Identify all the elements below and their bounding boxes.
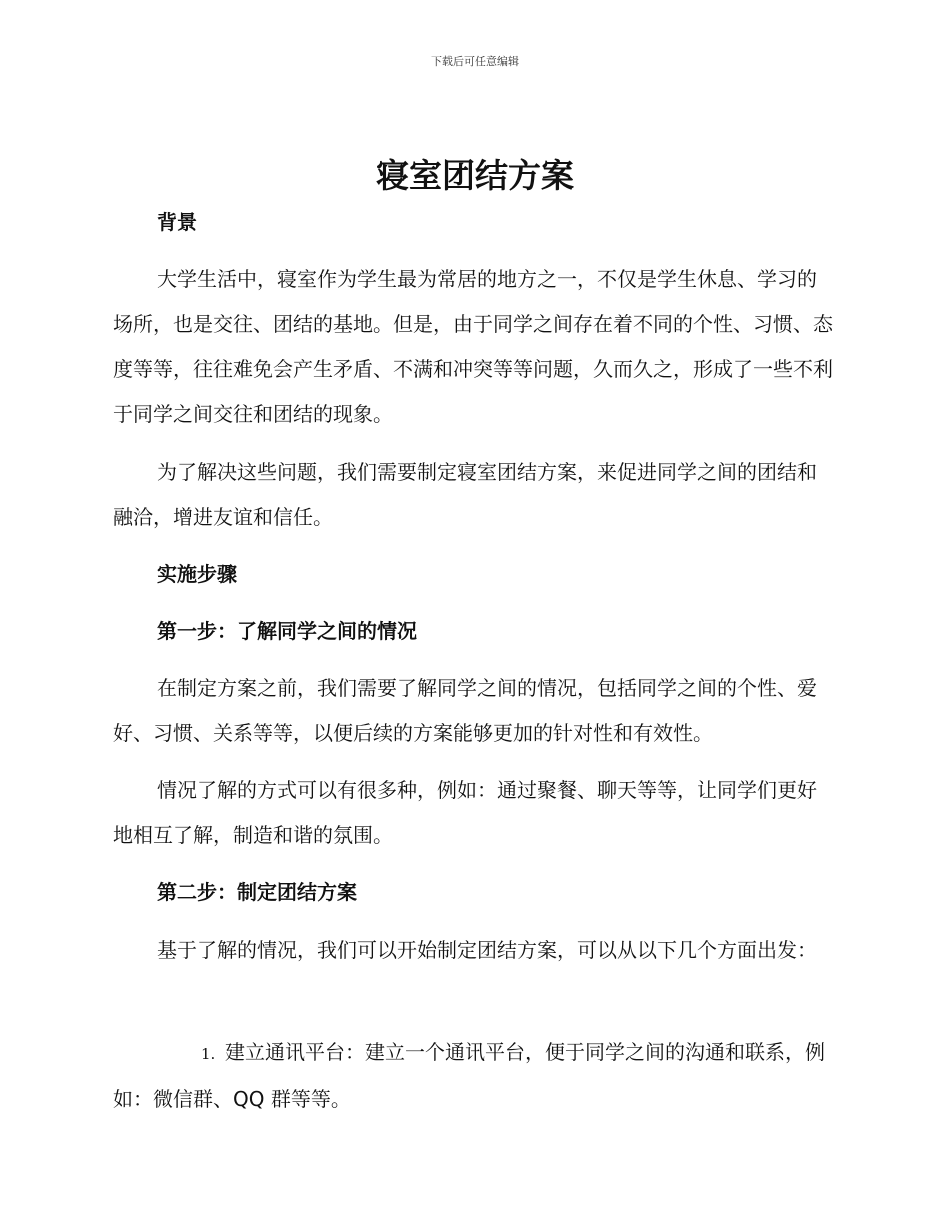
list-item-1 <box>113 1030 833 1122</box>
list-item-text: 建立通讯平台：建立一个通讯平台，便于同学之间的沟通和联系，例如：微信群、QQ 群等等。 <box>113 1040 825 1111</box>
paragraph-step1-2: 情况了解的方式可以有很多种，例如：通过聚餐、聊天等等，让同学们更好地相互了解，制造和谐的氛围。 <box>113 778 817 847</box>
section-heading-background: 背景 <box>157 210 197 234</box>
step1-heading: 第一步：了解同学之间的情况 <box>157 619 417 643</box>
paragraph-background-2: 为了解决这些问题，我们需要制定寝室团结方案，来促进同学之间的团结和融洽，增进友谊和信任。 <box>113 460 817 529</box>
header-note: 下载后可任意编辑 <box>431 55 519 68</box>
paragraph-step2-1: 基于了解的情况，我们可以开始制定团结方案，可以从以下几个方面出发： <box>157 938 817 962</box>
paragraph-step1-1: 在制定方案之前，我们需要了解同学之间的情况，包括同学之间的个性、爱好、习惯、关系等等，以便后续的方案能够更加的针对性和有效性。 <box>113 676 817 745</box>
paragraph-background-1: 大学生活中，寝室作为学生最为常居的地方之一，不仅是学生休息、学习的场所，也是交往、团结的基地。但是，由于同学之间存在着不同的个性、习惯、态度等等，往往难免会产生矛盾、不满和冲突等等问题，久而久之，形成了一些不利于同学之间交往和团结的现象。 <box>113 267 833 426</box>
document-title: 寝室团结方案 <box>376 156 574 195</box>
list-item-number: 1. <box>201 1045 216 1063</box>
step2-heading: 第二步：制定团结方案 <box>157 880 357 904</box>
section-heading-steps: 实施步骤 <box>157 562 237 586</box>
